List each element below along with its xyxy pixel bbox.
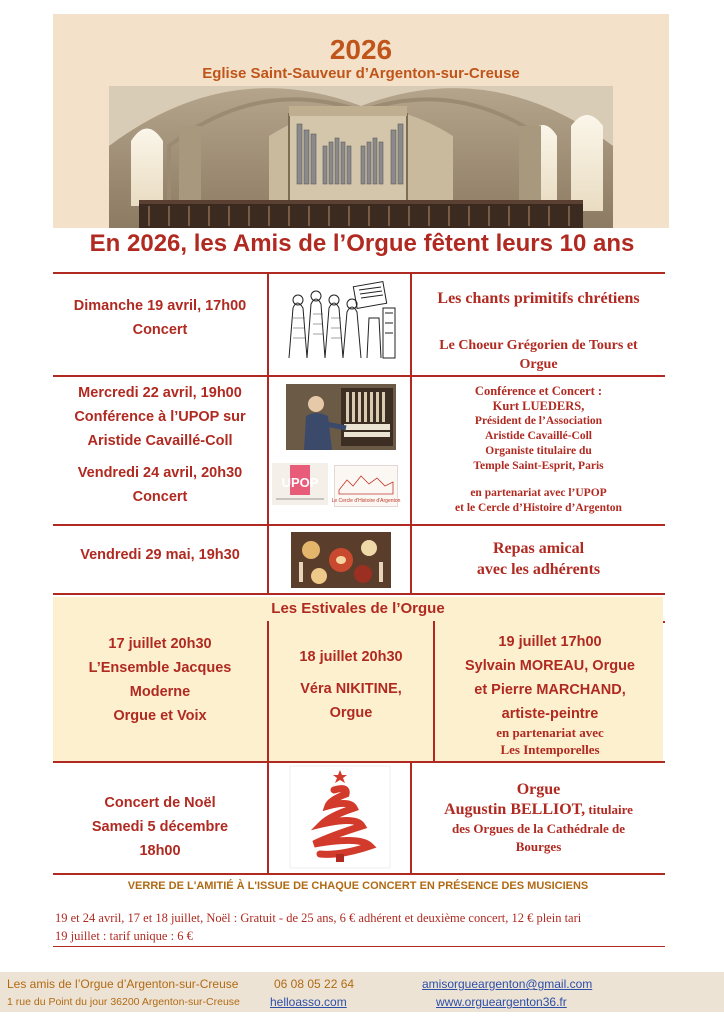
- column-divider: [267, 272, 269, 593]
- cercle-histoire-logo-text: Le Cercle d'Histoire d'Argenton: [331, 498, 401, 504]
- event-2-partner1: en partenariat avec l’UPOP: [470, 487, 607, 499]
- event-2-desc1: Président de l’Association: [474, 415, 603, 427]
- event-1-performers: Le Choeur Grégorien de Tours et Orgue: [439, 338, 638, 372]
- row-divider: [53, 272, 665, 274]
- event-2-type2: Concert: [132, 489, 188, 505]
- noel-date: Samedi 5 décembre: [91, 819, 229, 835]
- event-2-details: [412, 384, 665, 474]
- estivales-3-line4: en partenariat avec: [496, 725, 604, 740]
- event-2-when-2: [53, 461, 267, 509]
- estivales-concert-2: [269, 645, 433, 725]
- noel-when: [53, 791, 267, 863]
- estivales-3-line5: Les Intemporelles: [500, 742, 600, 757]
- noel-r1: Orgue: [516, 781, 561, 798]
- event-2-line2: Conférence à l’UPOP sur: [74, 409, 246, 425]
- row-divider: [53, 375, 665, 377]
- estivales-3-line3: artiste-peintre: [501, 706, 599, 722]
- estivales-3-partner: [435, 724, 665, 758]
- prices-line-2: 19 juillet : tarif unique : 6 €: [55, 929, 193, 943]
- event-2-line3: Aristide Cavaillé-Coll: [87, 433, 233, 449]
- noel-organist-name: Augustin BELLIOT,: [444, 801, 586, 818]
- choir-engraving-image: [283, 278, 399, 362]
- row-divider: [53, 946, 665, 947]
- estivales-2-date: 18 juillet 20h30: [299, 649, 403, 665]
- headline: En 2026, les Amis de l’Orgue fêtent leurs 10 ans: [89, 230, 635, 257]
- estivales-concert-3: [435, 630, 665, 726]
- column-divider: [267, 761, 269, 873]
- friendship-drink-note: VERRE DE L'AMITIÉ À L'ISSUE DE CHAQUE CONCERT EN PRÉSENCE DES MUSICIENS: [127, 880, 589, 892]
- event-2-date2: Vendredi 24 avril, 20h30: [77, 465, 243, 481]
- noel-performers: [412, 780, 665, 856]
- event-3-title1: Repas amical: [492, 540, 585, 557]
- church-name: Eglise Saint-Sauveur d’Argenton-sur-Creuse: [202, 65, 520, 82]
- christmas-tree-image: [290, 766, 390, 868]
- event-2-date1: Mercredi 22 avril, 19h00: [78, 385, 242, 401]
- noel-r4: Bourges: [515, 839, 562, 854]
- event-3-date: Vendredi 29 mai, 19h30: [80, 547, 240, 563]
- estivales-1-line1: L’Ensemble Jacques: [88, 660, 232, 676]
- row-divider: [53, 593, 665, 595]
- estivales-1-line2: Moderne: [129, 684, 191, 700]
- footer-address: 1 rue du Point du jour 36200 Argenton-sur-Creuse: [7, 996, 240, 1008]
- estivales-2-line1: Véra NIKITINE,: [300, 681, 402, 697]
- upop-logo-text: UPOP: [281, 475, 319, 490]
- estivales-3-date: 19 juillet 17h00: [498, 634, 602, 650]
- event-3-title: [412, 538, 665, 580]
- estivales-1-date: 17 juillet 20h30: [108, 636, 212, 652]
- event-2-partner2: et le Cercle d’Histoire d’Argenton: [455, 502, 622, 514]
- footer: [0, 972, 724, 1012]
- event-1-type: Concert: [132, 322, 188, 338]
- event-1-title: Les chants primitifs chrétiens: [437, 290, 640, 307]
- footer-website-link[interactable]: www.orgueargenton36.fr: [436, 995, 567, 1009]
- row-divider: [53, 761, 665, 763]
- upop-logo: [272, 463, 328, 505]
- event-2-partners: [412, 486, 665, 516]
- footer-org: Les amis de l’Orgue d’Argenton-sur-Creuse: [7, 977, 239, 991]
- event-2-heading: Conférence et Concert :: [474, 384, 603, 398]
- prices-line-1: 19 et 24 avril, 17 et 18 juillet, Noël : Gratuit - de 25 ans, 6 € adhérent et deuxième concert, 12 € plein tari: [55, 911, 582, 925]
- estivales-3-line1: Sylvain MOREAU, Orgue: [464, 658, 635, 674]
- event-2-speaker: Kurt LUEDERS,: [492, 399, 585, 413]
- event-2-desc2: Aristide Cavaillé-Coll: [485, 430, 592, 442]
- header-banner: [53, 14, 669, 228]
- footer-phone: 06 08 05 22 64: [274, 977, 355, 991]
- row-divider: [53, 524, 665, 526]
- organist-photo: [286, 384, 396, 450]
- estivales-3-line2: et Pierre MARCHAND,: [474, 682, 626, 698]
- meal-photo: [291, 532, 391, 588]
- footer-email-link[interactable]: amisorgueargenton@gmail.com: [422, 977, 593, 991]
- event-1-when: [53, 294, 267, 342]
- noel-organist-title: titulaire: [585, 802, 633, 817]
- year-title: 2026: [329, 34, 393, 65]
- noel-r3: des Orgues de la Cathédrale de: [452, 821, 625, 836]
- event-3-title2: avec les adhérents: [476, 561, 601, 578]
- estivales-title: Les Estivales de l’Orgue: [271, 600, 445, 617]
- cercle-histoire-logo: [331, 465, 401, 507]
- footer-helloasso-link[interactable]: helloasso.com: [270, 995, 347, 1009]
- estivales-1-line3: Orgue et Voix: [113, 708, 207, 724]
- event-2-desc4: Temple Saint-Esprit, Paris: [473, 460, 604, 472]
- estivales-concert-1: [53, 632, 267, 728]
- event-2-desc3: Organiste titulaire du: [485, 445, 592, 457]
- church-organ-photo: [109, 86, 613, 228]
- noel-time: 18h00: [139, 843, 181, 859]
- event-2-when: [53, 381, 267, 453]
- row-divider: [53, 873, 665, 875]
- estivales-2-line2: Orgue: [329, 705, 373, 721]
- noel-title: Concert de Noël: [104, 795, 216, 811]
- event-1-date: Dimanche 19 avril, 17h00: [73, 298, 247, 314]
- prices-block: [55, 909, 665, 945]
